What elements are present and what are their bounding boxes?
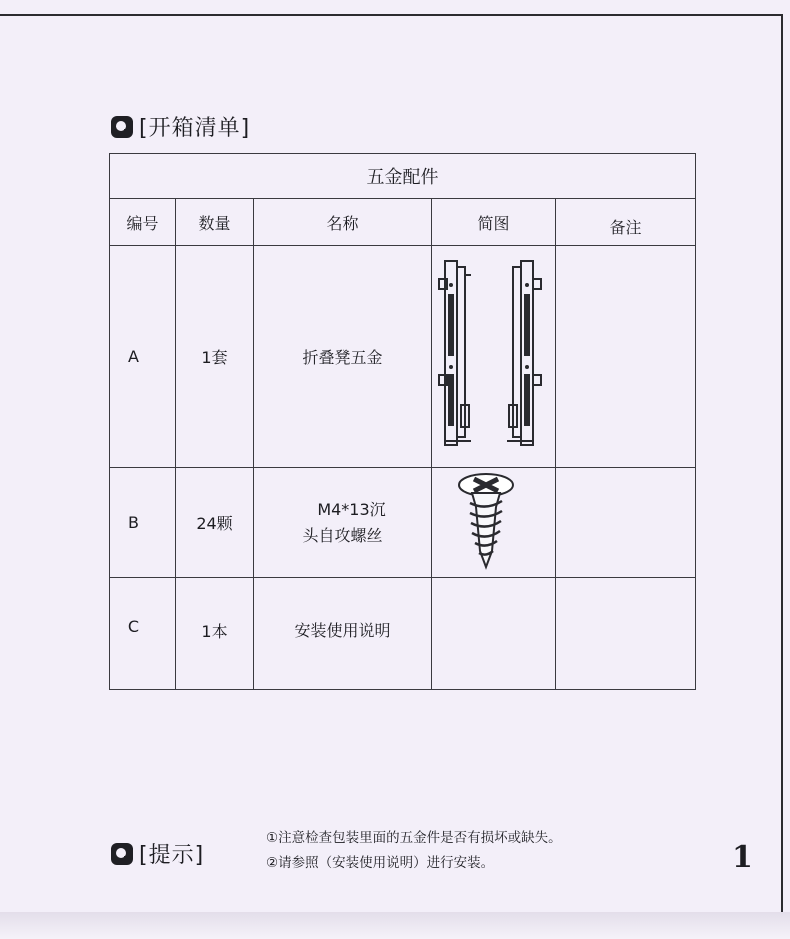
row-b-name	[254, 468, 432, 578]
header-diagram: 简图	[432, 199, 556, 246]
row-c-diagram	[432, 578, 556, 690]
row-a-note	[556, 246, 696, 468]
row-c-note	[556, 578, 696, 690]
row-a-id: A	[110, 246, 176, 468]
hardware-table	[109, 153, 696, 690]
header-qty: 数量	[176, 199, 254, 246]
section-bullet-icon	[111, 843, 133, 865]
countersunk-screw-icon	[458, 471, 518, 571]
row-b-note	[556, 468, 696, 578]
tips-title: [提示]	[139, 843, 205, 868]
page-number: 1	[732, 840, 753, 875]
header-id: 编号	[110, 199, 176, 246]
row-a-qty: 1套	[176, 246, 254, 468]
table-row	[110, 468, 696, 578]
row-a-name: 折叠凳五金	[254, 246, 432, 468]
hinge-bracket-icon	[435, 255, 553, 455]
header-note: 备注	[556, 199, 696, 246]
header-name: 名称	[254, 199, 432, 246]
row-b-name-line1: M4*13沉	[317, 499, 386, 519]
table-title: 五金配件	[366, 167, 439, 188]
table-title-row	[110, 154, 696, 199]
packing-list-header	[111, 111, 250, 142]
section-bullet-icon	[111, 116, 133, 138]
table-row	[110, 578, 696, 690]
row-c-id: C	[110, 578, 176, 690]
table-header-row	[110, 199, 696, 246]
row-b-diagram	[432, 468, 556, 578]
packing-list-title: [开箱清单]	[139, 116, 251, 141]
tip-item: ①注意检查包装里面的五金件是否有损坏或缺失。	[266, 830, 562, 846]
paper-edge-right	[781, 14, 783, 914]
paper-edge-top	[0, 14, 783, 16]
row-c-qty: 1本	[176, 578, 254, 690]
row-b-id: B	[110, 468, 176, 578]
paper-bottom-shadow	[0, 912, 790, 939]
table-title-cell	[110, 154, 696, 199]
row-c-name: 安装使用说明	[254, 578, 432, 690]
row-b-name-line2: 头自攻螺丝	[302, 525, 383, 545]
row-a-diagram	[432, 246, 556, 468]
tip-item: ②请参照（安装使用说明）进行安装。	[266, 855, 495, 871]
tips-header	[111, 838, 204, 869]
row-b-qty: 24颗	[176, 468, 254, 578]
table-row	[110, 246, 696, 468]
tips-list	[266, 826, 562, 876]
